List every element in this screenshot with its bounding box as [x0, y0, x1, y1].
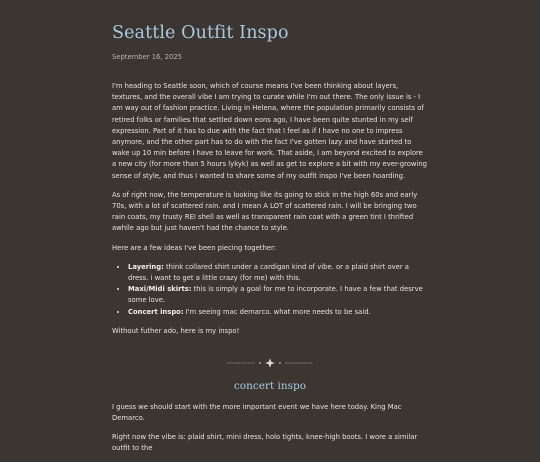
idea-text: this is simply a goal for me to incorporate. I have a few that desrve some love.	[128, 285, 423, 305]
idea-text: I'm seeing mac demarco. what more needs to be said.	[183, 307, 371, 316]
post-paragraph: As of right now, the temperature is looking like its going to stick in the high 60s and early 70s, with a lot of scattered rain. and I mean A LOT of scattered rain. I will be bringing two rain coats, my trusty REI shell as well as transparent rain coat with a green tint I thrifted awhile ago but just haven't had the chance to style.	[112, 190, 418, 233]
post-date: September 16, 2025	[112, 52, 182, 61]
list-item	[128, 307, 428, 318]
post-paragraph: Here are a few ideas I've been piecing together:	[112, 243, 276, 252]
ideas-list	[112, 262, 428, 318]
section-heading: concert inspo	[233, 379, 307, 392]
post-body	[112, 81, 428, 337]
blog-post	[112, 22, 428, 462]
idea-term: Layering:	[128, 262, 164, 271]
post-paragraph: Without futher ado, here is my inspo!	[112, 326, 240, 335]
idea-text: think collared shirt under a cardigan kind of vibe. or a plaid shirt over a dress. i want to get a little crazy (for me) with this.	[128, 262, 409, 282]
list-item	[128, 284, 428, 306]
post-title: Seattle Outfit Inspo	[112, 23, 289, 43]
sparkle-divider-icon	[225, 357, 315, 369]
post-paragraph: I guess we should start with the more important event we have here today. King Mac Demarco.	[112, 402, 402, 422]
post-paragraph: Right now the vibe is: plaid shirt, mini dress, holo tights, knee-high boots. I wore a similar outfit to the	[112, 432, 418, 453]
idea-term: Maxi/Midi skirts:	[128, 285, 192, 294]
idea-term: Concert inspo:	[128, 307, 184, 316]
section-divider	[112, 357, 428, 369]
section-body	[112, 402, 428, 455]
post-paragraph: I'm heading to Seattle soon, which of course means I've been thinking about layers, textures, and the overall vibe I am trying to curate while I'm out there. The only issue is - I am way out of fashion practice. Living in Helena, where the population primarily consists of retired folks or families that settled down eons ago, I have been quite stunted in my self expression. Part of it has to due with the fact that I feel as if I have no one to impress anymore, and the other part has to do with the fact I've gotten lazy and have started to wake up 10 min before I have to leave for work. That aside, I am beyond excited to explore a new city (for more than 5 hours lykyk) as well as get to explore a bit with my ever-growing sense of style, and thus I wanted to share some of my outfit inspo I've been hoarding.	[112, 81, 427, 180]
list-item	[128, 262, 428, 284]
